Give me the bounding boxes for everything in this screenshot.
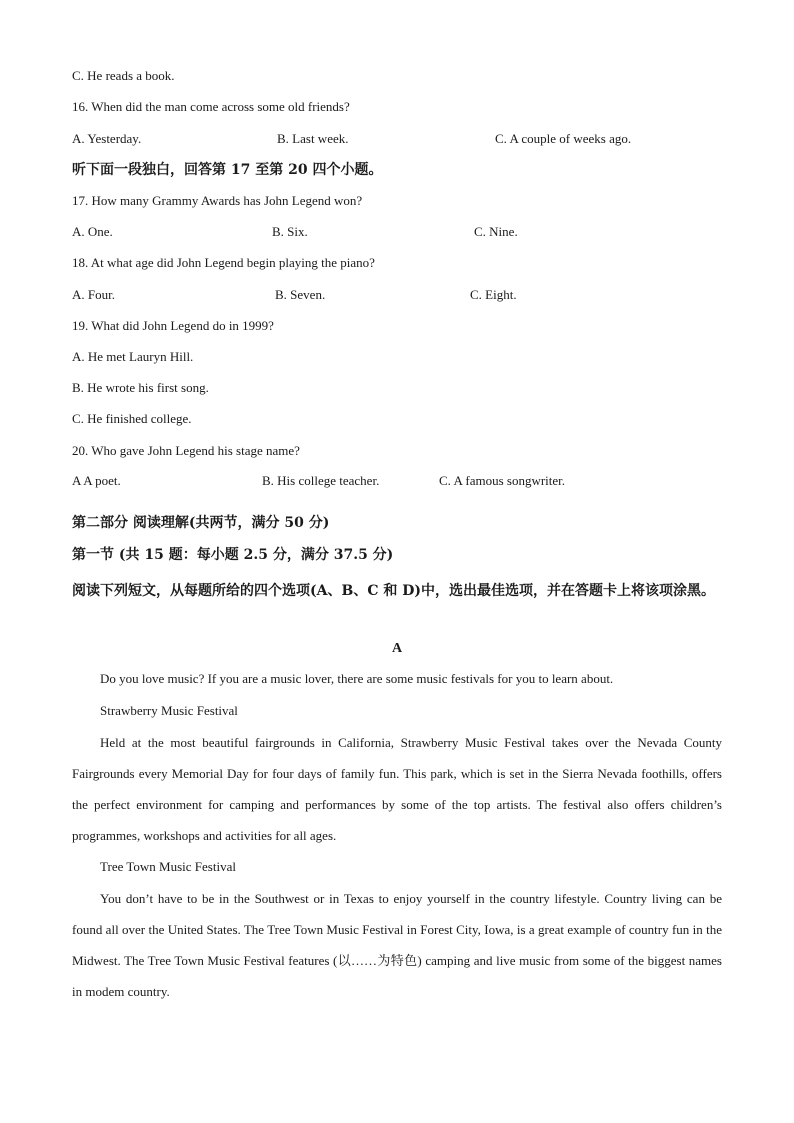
q15-option-c: C. He reads a book. xyxy=(72,68,175,83)
q19-option-c: C. He finished college. xyxy=(72,411,192,426)
q20-option-b: B. His college teacher. xyxy=(262,473,380,488)
festival-text-tree-town: You don’t have to be in the Southwest or in Texas to enjoy yourself in the country lifestyle. Country living can be found all over the United States. The Tree Town Music Festival in Forest City, Iowa, is a great example of country fun in the Midwest. The Tree Town Music Festival features (以……为特色) camping and live music from some of the biggest names in modem country. xyxy=(72,891,722,999)
q19-option-b: B. He wrote his first song. xyxy=(72,380,209,395)
q17-option-c: C. Nine. xyxy=(474,224,518,239)
reading-instructions: 阅读下列短文，从每题所给的四个选项(A、B、C 和 D)中，选出最佳选项，并在答题卡上将该项涂黑。 xyxy=(72,583,715,599)
q18-question: 18. At what age did John Legend begin playing the piano? xyxy=(72,255,375,270)
reading-section-title: 第一节 (共 15 题：每小题 2.5 分，满分 37.5 分) xyxy=(72,547,394,563)
passage-intro: Do you love music? If you are a music lover, there are some music festivals for you to learn about. xyxy=(100,671,614,686)
q17-question: 17. How many Grammy Awards has John Legend won? xyxy=(72,193,363,208)
q18-option-b: B. Seven. xyxy=(275,287,326,302)
q17-option-a: A. One. xyxy=(72,224,113,239)
reading-part-title: 第二部分 阅读理解(共两节，满分 50 分) xyxy=(72,515,330,531)
q16-question: 16. When did the man come across some old friends? xyxy=(72,99,350,114)
q18-option-a: A. Four. xyxy=(72,287,115,302)
q16-option-c: C. A couple of weeks ago. xyxy=(495,131,632,146)
q19-option-a: A. He met Lauryn Hill. xyxy=(72,349,194,364)
q20-option-a: A A poet. xyxy=(72,473,121,488)
passage-label: A xyxy=(391,641,403,656)
festival-text-strawberry: Held at the most beautiful fairgrounds in California, Strawberry Music Festival takes over the Nevada County Fairgrounds every Memorial Day for four days of family fun. This park, which is set in the Sierra Nevada foothills, offers the perfect environment for camping and performances by some of the top artists. The festival also offers children’s programmes, workshops and activities for all ages. xyxy=(72,735,722,843)
q16-option-b: B. Last week. xyxy=(277,131,349,146)
festival-title-strawberry: Strawberry Music Festival xyxy=(100,703,238,718)
monologue-header: 听下面一段独白，回答第 17 至第 20 四个小题。 xyxy=(72,162,383,178)
festival-title-tree-town: Tree Town Music Festival xyxy=(100,859,236,874)
q20-option-c: C. A famous songwriter. xyxy=(439,473,566,488)
q17-option-b: B. Six. xyxy=(272,224,308,239)
q20-question: 20. Who gave John Legend his stage name? xyxy=(72,443,300,458)
q19-question: 19. What did John Legend do in 1999? xyxy=(72,318,274,333)
q18-option-c: C. Eight. xyxy=(470,287,517,302)
q16-option-a: A. Yesterday. xyxy=(72,131,142,146)
